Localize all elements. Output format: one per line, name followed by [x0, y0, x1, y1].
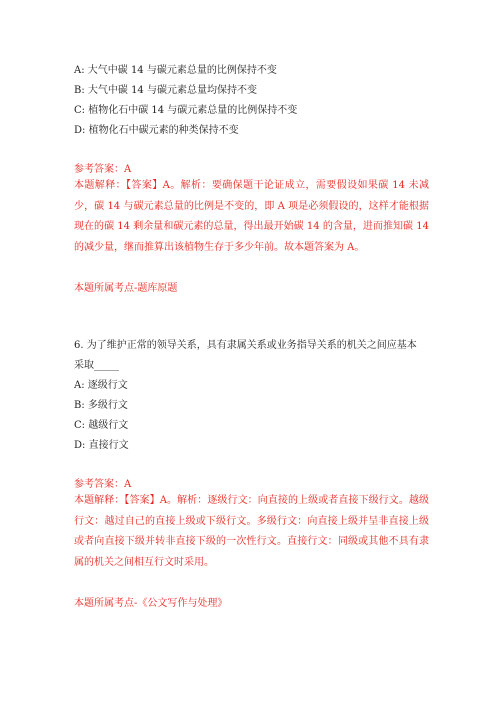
q5-knowledge-point: 本题所属考点-题库原题	[74, 283, 178, 294]
q6-knowledge-point: 本题所属考点-《公文写作与处理》	[74, 598, 228, 609]
q5-option-d: D: 植物化石中碳元素的种类保持不变	[74, 125, 239, 136]
q5-option-a: A: 大气中碳 14 与碳元素总量的比例保持不变	[74, 65, 277, 76]
q5-option-c: C: 植物化石中碳 14 与碳元素总量的比例保持不变	[74, 105, 298, 116]
q5-explanation: 本题解释：【答案】A。解析：要确保题干论证成立，需要假设如果碳 14 未减少，碳 14 与碳元素总量的比例是不变的，即 A 项是必须假设的，这样才能根据现在的碳 14 剩余量和碳元素的总量，得出最开始碳 14 的含量，进而推知碳 14 的减少量，继而推算出该植物生存于多少年前。故本题答案为 A。	[74, 180, 429, 253]
q6-stem-line2: 采取_____	[74, 360, 119, 371]
q6-stem-line1: 6. 为了维护正常的领导关系，具有隶属关系或业务指导关系的机关之间应基本	[74, 340, 417, 351]
q6-option-b: B: 多级行文	[74, 400, 128, 411]
q6-answer: 参考答案：A	[74, 479, 132, 490]
q6-explanation: 本题解释：【答案】A。解析：逐级行文：向直接的上级或者直接下级行文。越级行文：越过自己的直接上级或下级行文。多级行文：向直接上级并呈非直接上级或者向直接下级并转非直接下级的一次性行文。直接行文：同级或其他不具有隶属的机关之间相互行文时采用。	[74, 495, 429, 568]
q5-answer: 参考答案：A	[74, 164, 132, 175]
q6-option-d: D: 直接行文	[74, 440, 129, 451]
q6-option-a: A: 逐级行文	[74, 380, 128, 391]
q6-option-c: C: 越级行文	[74, 420, 129, 431]
q5-option-b: B: 大气中碳 14 与碳元素总量均保持不变	[74, 85, 257, 96]
